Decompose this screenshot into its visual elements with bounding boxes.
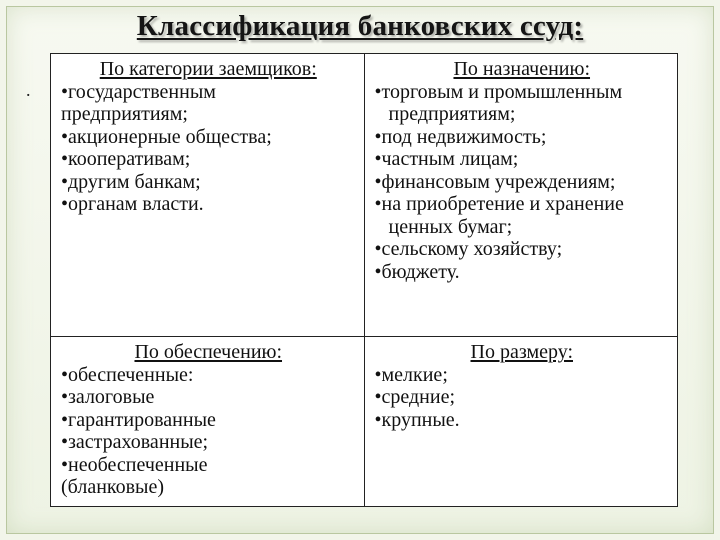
- cell-heading: По обеспечению:: [134, 341, 283, 363]
- list-item: •бюджету.: [374, 260, 460, 283]
- list-item: •другим банкам;: [61, 170, 201, 193]
- slide-dot-marker: .: [26, 80, 31, 100]
- list-item: •крупные.: [374, 408, 460, 431]
- list-item: •финансовым учреждениям;: [374, 170, 616, 193]
- list-item: •государственным: [61, 80, 216, 103]
- cell-heading: По размеру:: [470, 341, 573, 363]
- list-item: •частным лицам;: [374, 148, 519, 170]
- list-item: •средние;: [374, 386, 456, 408]
- list-item: •органам власти.: [61, 193, 204, 215]
- list-item: предприятиям;: [388, 103, 516, 125]
- table-row: [51, 54, 678, 337]
- list-item: (бланковые): [61, 476, 165, 498]
- list-item: •необеспеченные: [61, 453, 208, 476]
- classification-table: [50, 53, 678, 507]
- list-item: •гарантированные: [61, 408, 216, 431]
- list-item: •мелкие;: [374, 363, 448, 386]
- table-row: [51, 337, 678, 507]
- cell-purpose: [364, 54, 678, 337]
- list-item: ценных бумаг;: [388, 215, 513, 238]
- list-item: •под недвижимость;: [374, 125, 547, 148]
- list-item: •кооперативам;: [61, 148, 191, 170]
- cell-heading: По категории заемщиков:: [99, 58, 317, 80]
- list-item: •акционерные общества;: [61, 125, 272, 148]
- list-item: •залоговые: [61, 386, 155, 408]
- list-item: •застрахованные;: [61, 431, 209, 453]
- cell-size: [364, 337, 678, 507]
- slide-title: Классификация банковских ссуд:: [136, 10, 584, 42]
- list-item: •на приобретение и хранение: [374, 193, 624, 215]
- list-item: предприятиям;: [61, 103, 188, 125]
- list-item: •торговым и промышленным: [374, 80, 623, 103]
- cell-security: [51, 337, 365, 507]
- cell-borrower-category: [51, 54, 365, 337]
- cell-heading: По назначению:: [453, 58, 591, 80]
- list-item: •сельскому хозяйству;: [374, 238, 563, 260]
- list-item: •обеспеченные:: [61, 363, 194, 386]
